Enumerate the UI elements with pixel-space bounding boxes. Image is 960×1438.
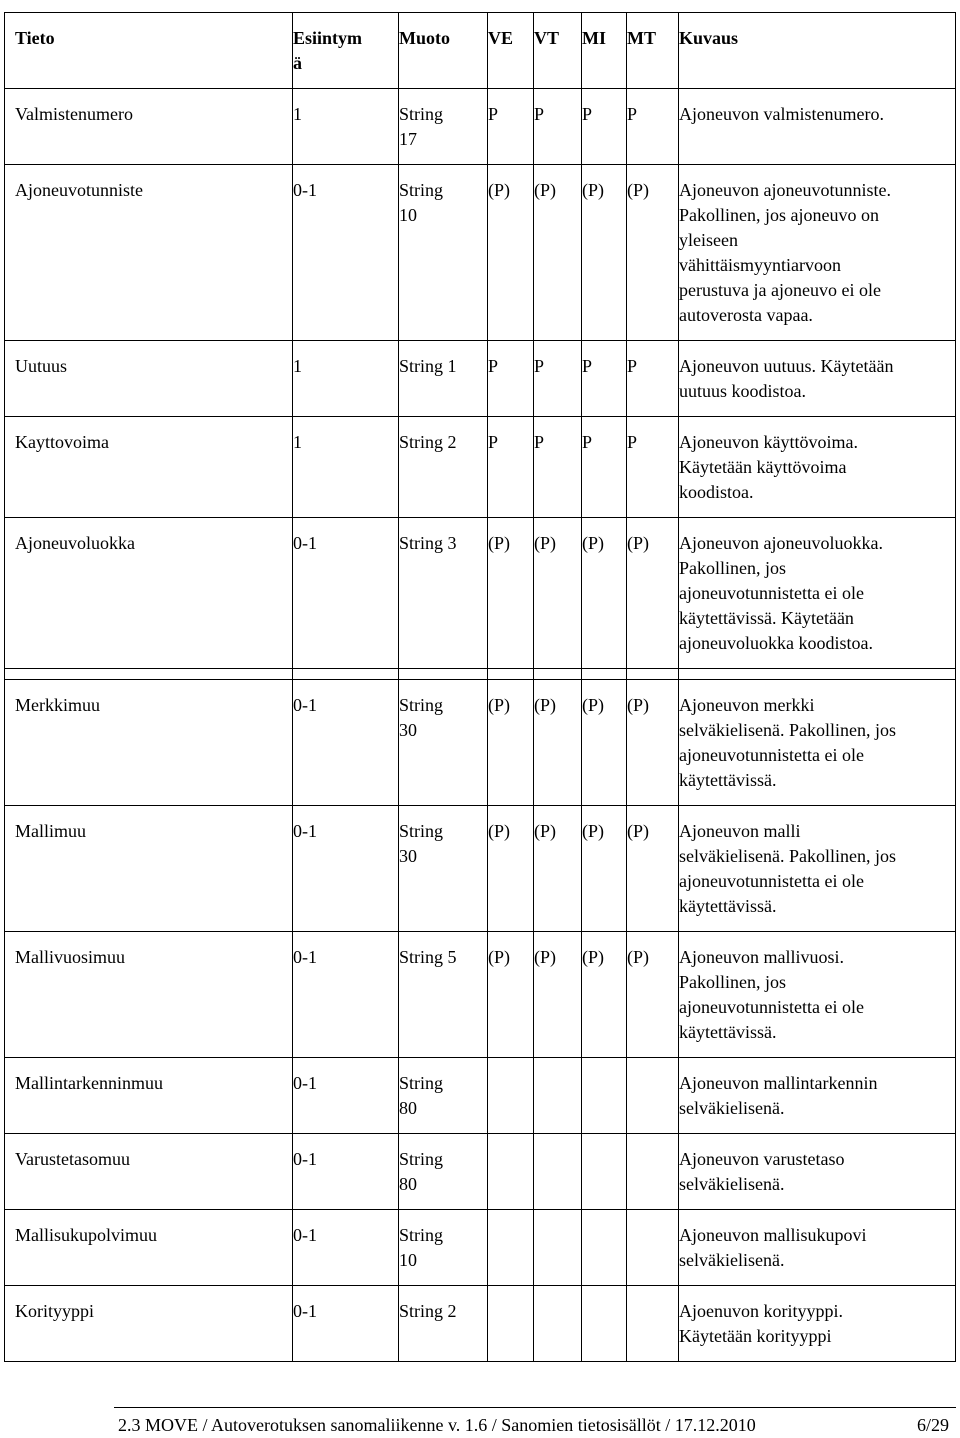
table-row	[5, 1286, 956, 1362]
cell-vt: (P)	[534, 165, 582, 341]
cell-mi: P	[582, 89, 627, 165]
cell-mi: (P)	[582, 806, 627, 932]
spacer-cell	[293, 669, 399, 680]
table-spacer-row	[5, 669, 956, 680]
spacer-cell	[488, 669, 534, 680]
cell-muoto: String 10	[399, 165, 488, 341]
table-row	[5, 165, 956, 341]
cell-vt: P	[534, 89, 582, 165]
cell-mi: (P)	[582, 932, 627, 1058]
data-field-table	[4, 12, 956, 1362]
table-row	[5, 518, 956, 669]
cell-vt	[534, 1286, 582, 1362]
cell-esiintyma: 0-1	[293, 1286, 399, 1362]
cell-mi: (P)	[582, 165, 627, 341]
cell-mi	[582, 1058, 627, 1134]
cell-mt	[627, 1286, 679, 1362]
cell-mt: (P)	[627, 806, 679, 932]
cell-tieto: Valmistenumero	[5, 89, 293, 165]
cell-muoto: String 3	[399, 518, 488, 669]
table-row	[5, 341, 956, 417]
table-row	[5, 1058, 956, 1134]
cell-vt: (P)	[534, 932, 582, 1058]
footer-divider	[114, 1407, 956, 1408]
cell-kuvaus: Ajoenuvon korityyppi. Käytetään korityyppi	[679, 1286, 956, 1362]
cell-kuvaus: Ajoneuvon käyttövoima. Käytetään käyttövoima koodistoa.	[679, 417, 956, 518]
cell-tieto: Korityyppi	[5, 1286, 293, 1362]
header-muoto: Muoto	[399, 13, 488, 89]
cell-esiintyma: 0-1	[293, 1210, 399, 1286]
cell-mi: (P)	[582, 680, 627, 806]
cell-tieto: Mallivuosimuu	[5, 932, 293, 1058]
cell-mi: P	[582, 341, 627, 417]
cell-ve: (P)	[488, 518, 534, 669]
cell-ve: (P)	[488, 165, 534, 341]
cell-mt: P	[627, 417, 679, 518]
cell-tieto: Mallisukupolvimuu	[5, 1210, 293, 1286]
cell-muoto: String 80	[399, 1058, 488, 1134]
spacer-cell	[679, 669, 956, 680]
cell-esiintyma: 0-1	[293, 1058, 399, 1134]
cell-mt: (P)	[627, 518, 679, 669]
cell-ve	[488, 1210, 534, 1286]
cell-kuvaus: Ajoneuvon merkki selväkielisenä. Pakollinen, jos ajoneuvotunnistetta ei ole käytettävissä.	[679, 680, 956, 806]
table-row	[5, 89, 956, 165]
cell-tieto: Mallimuu	[5, 806, 293, 932]
cell-muoto: String 2	[399, 1286, 488, 1362]
cell-ve: P	[488, 341, 534, 417]
cell-ve	[488, 1134, 534, 1210]
cell-esiintyma: 0-1	[293, 1134, 399, 1210]
header-mi: MI	[582, 13, 627, 89]
cell-tieto: Ajoneuvotunniste	[5, 165, 293, 341]
page-number: 6/29	[917, 1415, 950, 1435]
cell-ve	[488, 1286, 534, 1362]
cell-muoto: String 17	[399, 89, 488, 165]
cell-ve: (P)	[488, 680, 534, 806]
cell-muoto: String 10	[399, 1210, 488, 1286]
cell-mt: (P)	[627, 932, 679, 1058]
cell-esiintyma: 1	[293, 89, 399, 165]
cell-kuvaus: Ajoneuvon ajoneuvotunniste. Pakollinen, jos ajoneuvo on yleiseen vähittäismyyntiarvoon perustuva ja ajoneuvo ei ole autoverosta vapaa.	[679, 165, 956, 341]
cell-esiintyma: 0-1	[293, 932, 399, 1058]
cell-muoto: String 5	[399, 932, 488, 1058]
spacer-cell	[399, 669, 488, 680]
cell-vt	[534, 1134, 582, 1210]
cell-esiintyma: 0-1	[293, 680, 399, 806]
spacer-cell	[582, 669, 627, 680]
table-header-row	[5, 13, 956, 89]
cell-kuvaus: Ajoneuvon varustetaso selväkielisenä.	[679, 1134, 956, 1210]
cell-muoto: String 30	[399, 680, 488, 806]
cell-tieto: Merkkimuu	[5, 680, 293, 806]
cell-vt: P	[534, 341, 582, 417]
header-vt: VT	[534, 13, 582, 89]
spacer-cell	[5, 669, 293, 680]
cell-mt: P	[627, 89, 679, 165]
cell-mi: (P)	[582, 518, 627, 669]
cell-vt	[534, 1210, 582, 1286]
cell-tieto: Varustetasomuu	[5, 1134, 293, 1210]
cell-kuvaus: Ajoneuvon mallisukupovi selväkielisenä.	[679, 1210, 956, 1286]
cell-muoto: String 2	[399, 417, 488, 518]
cell-ve: P	[488, 89, 534, 165]
header-mt: MT	[627, 13, 679, 89]
spacer-cell	[627, 669, 679, 680]
cell-mt	[627, 1058, 679, 1134]
cell-kuvaus: Ajoneuvon mallivuosi. Pakollinen, jos ajoneuvotunnistetta ei ole käytettävissä.	[679, 932, 956, 1058]
cell-tieto: Ajoneuvoluokka	[5, 518, 293, 669]
cell-ve: P	[488, 417, 534, 518]
table-row	[5, 417, 956, 518]
cell-esiintyma: 1	[293, 341, 399, 417]
cell-vt: P	[534, 417, 582, 518]
table-row	[5, 806, 956, 932]
cell-mi	[582, 1210, 627, 1286]
header-tieto: Tieto	[5, 13, 293, 89]
page-footer: 2.3 MOVE / Autoverotuksen sanomaliikenne v. 1.6 / Sanomien tietosisällöt / 17.12.2010	[118, 1415, 756, 1435]
cell-mt: P	[627, 341, 679, 417]
cell-mi	[582, 1134, 627, 1210]
cell-mt	[627, 1210, 679, 1286]
cell-muoto: String 30	[399, 806, 488, 932]
table-row	[5, 680, 956, 806]
cell-esiintyma: 1	[293, 417, 399, 518]
cell-tieto: Mallintarkenninmuu	[5, 1058, 293, 1134]
cell-mt: (P)	[627, 680, 679, 806]
cell-ve	[488, 1058, 534, 1134]
cell-kuvaus: Ajoneuvon ajoneuvoluokka. Pakollinen, jos ajoneuvotunnistetta ei ole käytettävissä. Käytetään ajoneuvoluokka koodistoa.	[679, 518, 956, 669]
cell-vt: (P)	[534, 806, 582, 932]
cell-ve: (P)	[488, 932, 534, 1058]
cell-kuvaus: Ajoneuvon uutuus. Käytetään uutuus koodistoa.	[679, 341, 956, 417]
cell-tieto: Uutuus	[5, 341, 293, 417]
cell-vt: (P)	[534, 680, 582, 806]
cell-kuvaus: Ajoneuvon mallintarkennin selväkielisenä.	[679, 1058, 956, 1134]
table-row	[5, 932, 956, 1058]
table-row	[5, 1210, 956, 1286]
header-esiintyma: Esiintym ä	[293, 13, 399, 89]
cell-muoto: String 1	[399, 341, 488, 417]
cell-esiintyma: 0-1	[293, 806, 399, 932]
cell-ve: (P)	[488, 806, 534, 932]
header-ve: VE	[488, 13, 534, 89]
table-row	[5, 1134, 956, 1210]
spacer-cell	[534, 669, 582, 680]
cell-mi	[582, 1286, 627, 1362]
cell-mt: (P)	[627, 165, 679, 341]
cell-tieto: Kayttovoima	[5, 417, 293, 518]
cell-kuvaus: Ajoneuvon valmistenumero.	[679, 89, 956, 165]
cell-mt	[627, 1134, 679, 1210]
cell-vt	[534, 1058, 582, 1134]
cell-muoto: String 80	[399, 1134, 488, 1210]
cell-esiintyma: 0-1	[293, 165, 399, 341]
cell-mi: P	[582, 417, 627, 518]
header-kuvaus: Kuvaus	[679, 13, 956, 89]
cell-kuvaus: Ajoneuvon malli selväkielisenä. Pakollinen, jos ajoneuvotunnistetta ei ole käytettävissä.	[679, 806, 956, 932]
cell-esiintyma: 0-1	[293, 518, 399, 669]
cell-vt: (P)	[534, 518, 582, 669]
